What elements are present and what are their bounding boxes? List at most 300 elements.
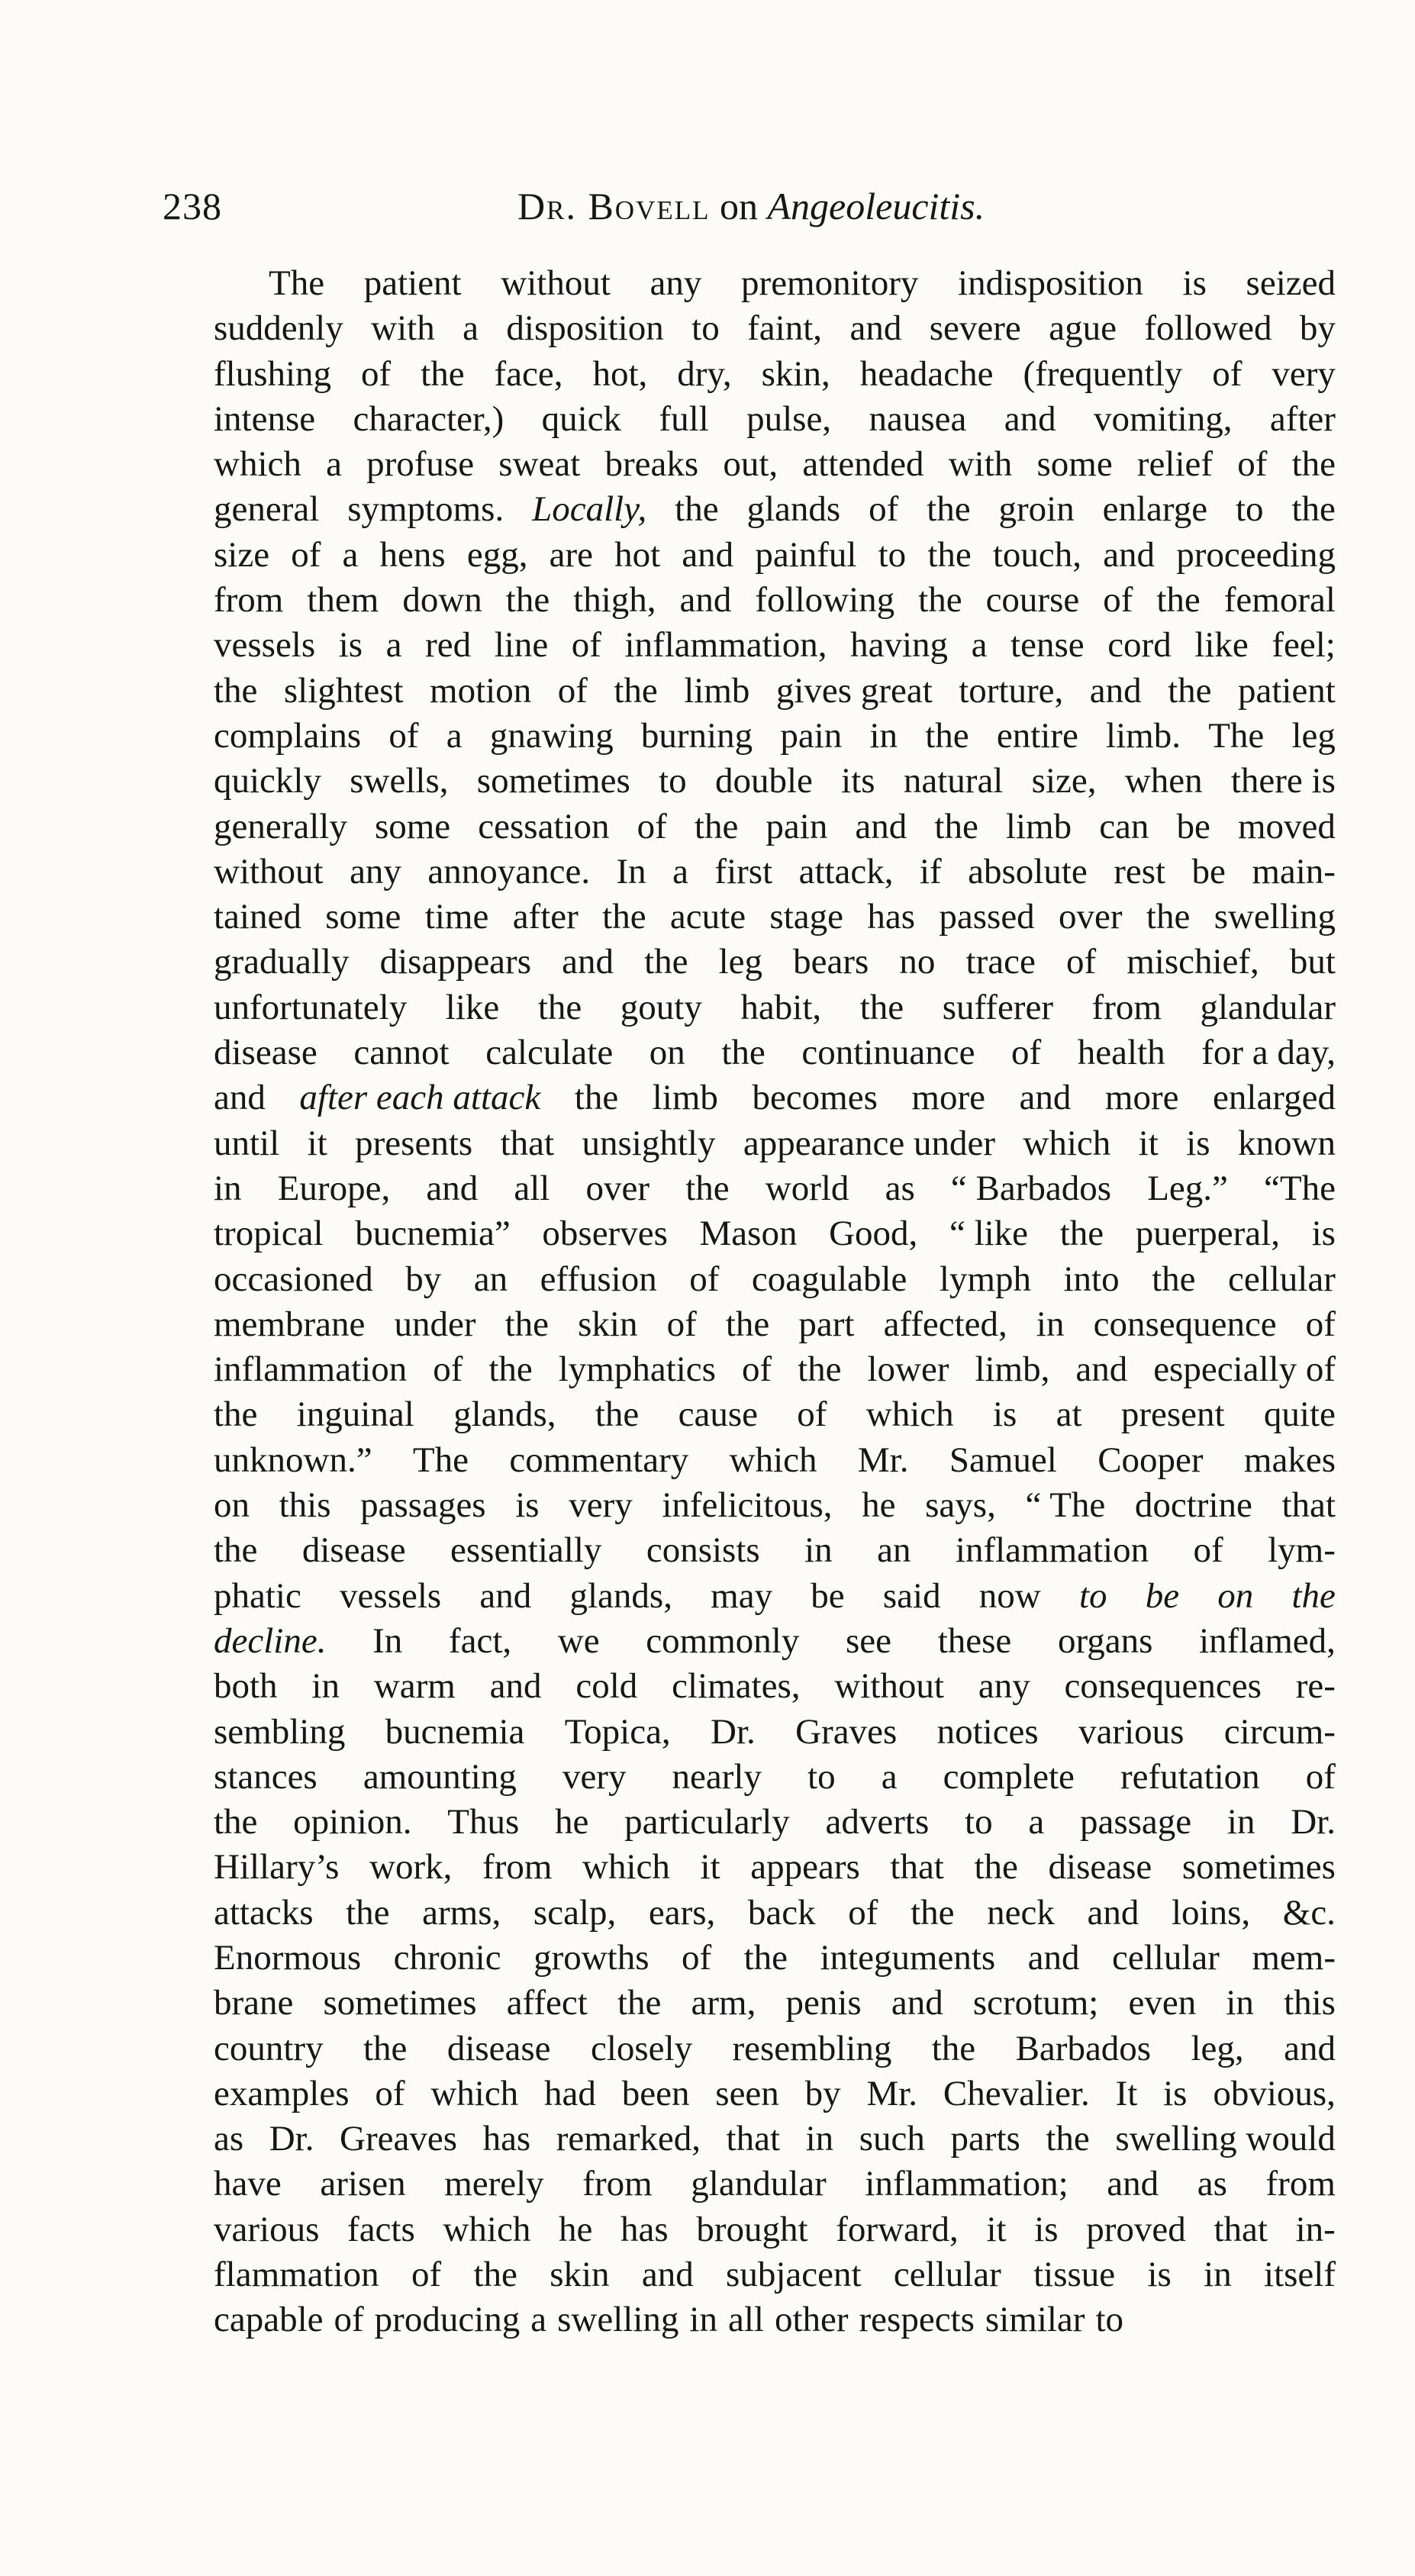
word: quickly <box>214 761 321 801</box>
word: of <box>666 1304 697 1344</box>
text-line <box>214 1030 1336 1075</box>
word: circum- <box>1223 1711 1336 1752</box>
word: passages <box>360 1485 486 1526</box>
word: acute <box>669 897 746 937</box>
word: present <box>1120 1394 1225 1435</box>
word: leg <box>1291 715 1336 756</box>
word: is <box>515 1485 540 1526</box>
word: as <box>885 1168 915 1208</box>
word: there is <box>1230 761 1336 801</box>
text-line <box>214 1755 1336 1800</box>
word: all <box>727 2300 764 2340</box>
word: attended <box>802 444 924 485</box>
word: the <box>1152 1259 1196 1299</box>
word: especially of <box>1153 1349 1336 1390</box>
word: which <box>1023 1123 1111 1163</box>
word: into <box>1063 1259 1120 1299</box>
word: absolute <box>968 851 1088 891</box>
word: in <box>804 1530 833 1571</box>
word: obvious, <box>1213 2073 1336 2113</box>
word: groin <box>998 489 1075 530</box>
word: hot <box>614 534 661 575</box>
word: the <box>1291 444 1336 485</box>
word: cold <box>575 1666 638 1707</box>
word: both <box>214 1666 278 1707</box>
word: sweat <box>498 444 581 485</box>
word: gnawing <box>489 715 614 756</box>
word: resembling <box>732 2028 892 2068</box>
word: Dr. <box>1291 1802 1336 1843</box>
word: pulse, <box>746 398 832 439</box>
word: egg, <box>466 534 528 575</box>
word: the <box>934 806 978 846</box>
word: the <box>798 1349 842 1390</box>
word: Thus <box>447 1802 520 1843</box>
word: stage <box>769 897 843 937</box>
word: painful <box>755 534 857 575</box>
word: the <box>617 1983 662 2023</box>
word: appears <box>750 1847 860 1888</box>
word: various <box>214 2209 320 2249</box>
word: capable <box>214 2300 324 2340</box>
word: cellular <box>893 2255 1001 2295</box>
word: in <box>1036 1304 1065 1344</box>
text-line <box>214 1121 1336 1166</box>
word: glandular <box>1200 987 1336 1027</box>
word: relief <box>1136 444 1214 485</box>
word: mischief, <box>1127 942 1259 982</box>
text-line <box>214 1166 1336 1211</box>
text-line <box>214 2026 1336 2071</box>
word: ears, <box>648 1892 716 1933</box>
word: the <box>346 1892 390 1933</box>
word: that <box>1214 2209 1268 2249</box>
word: in <box>805 2119 834 2159</box>
word: phatic <box>214 1575 301 1616</box>
word: and <box>1075 1349 1128 1390</box>
word: a <box>446 715 463 756</box>
word: he <box>555 1802 589 1843</box>
word: dry, <box>677 353 732 394</box>
word: pain <box>766 806 828 846</box>
word: profuse <box>366 444 475 485</box>
word: of <box>557 670 588 711</box>
word: which <box>214 444 301 485</box>
word: back <box>747 1892 816 1933</box>
word: and <box>679 580 732 621</box>
word: and <box>682 534 734 575</box>
word: this <box>1284 1983 1336 2023</box>
word: moved <box>1237 806 1336 846</box>
word: habit, <box>740 987 822 1027</box>
word: but <box>1289 942 1336 982</box>
text-line <box>214 2207 1336 2252</box>
word: consequences <box>1064 1666 1262 1707</box>
word: the <box>421 353 465 394</box>
word: mem- <box>1252 1937 1336 1978</box>
word: Samuel <box>949 1440 1057 1480</box>
word: face, <box>494 353 563 394</box>
word: “ like <box>949 1214 1029 1254</box>
word: even <box>1128 1983 1197 2023</box>
word: part <box>798 1304 855 1344</box>
word: is <box>992 1394 1017 1435</box>
word: passed <box>939 897 1035 937</box>
word: and <box>1103 534 1156 575</box>
word: brane <box>214 1983 294 2023</box>
word: swelling <box>557 2300 679 2340</box>
word: the <box>675 489 719 530</box>
word: climates, <box>672 1666 801 1707</box>
word: has <box>482 2119 531 2159</box>
word: disposition <box>506 308 664 349</box>
word: limb <box>684 670 750 711</box>
word: adverts <box>825 1802 930 1843</box>
word: on <box>214 1485 250 1526</box>
word: no <box>899 942 936 982</box>
text-line <box>214 442 1336 487</box>
word: it <box>1138 1123 1159 1163</box>
word: of <box>1011 1033 1042 1073</box>
word: severe <box>929 308 1021 349</box>
word: more <box>911 1078 985 1118</box>
word: Greaves <box>340 2119 457 2159</box>
word: torture, <box>959 670 1064 711</box>
word: full <box>659 398 709 439</box>
text-line <box>214 578 1336 623</box>
word: a <box>530 2300 547 2340</box>
word: brought <box>696 2209 808 2249</box>
word: commentary <box>509 1440 689 1480</box>
word: work, <box>369 1847 453 1888</box>
word: see <box>846 1620 892 1661</box>
word: sembling <box>214 1711 346 1752</box>
running-title-joiner: on <box>720 185 758 227</box>
word: the <box>911 1892 955 1933</box>
word: all <box>514 1168 550 1208</box>
word: of <box>741 1349 772 1390</box>
word: double <box>714 761 813 801</box>
word: thigh, <box>573 580 656 621</box>
word: consequence <box>1093 1304 1277 1344</box>
word: seen <box>715 2073 779 2113</box>
word: and <box>849 308 902 349</box>
word: the <box>918 580 962 621</box>
word: is <box>1147 2255 1172 2295</box>
word: disease <box>446 2028 551 2068</box>
word: The <box>1208 715 1265 756</box>
word: unknown.” <box>214 1440 372 1480</box>
word: a <box>385 625 402 666</box>
word: and <box>1027 1937 1080 1978</box>
word: becomes <box>752 1078 878 1118</box>
word: closely <box>590 2028 693 2068</box>
word: a <box>463 308 479 349</box>
text-line <box>214 306 1336 351</box>
word: leg <box>718 942 763 982</box>
text-line <box>214 2071 1336 2117</box>
word: these <box>937 1620 1012 1661</box>
word: followed <box>1144 308 1272 349</box>
word: them <box>307 580 379 621</box>
word: be <box>1176 806 1210 846</box>
word: glands, <box>569 1575 672 1616</box>
word: an <box>473 1259 508 1299</box>
word: subjacent <box>726 2255 862 2295</box>
word: of <box>869 489 899 530</box>
text-line <box>214 1392 1336 1437</box>
text-line <box>214 1891 1336 1936</box>
word: very <box>569 1485 633 1526</box>
word: and <box>489 1666 542 1707</box>
word: burning <box>640 715 753 756</box>
word: flushing <box>214 353 332 394</box>
word: it <box>700 1847 720 1888</box>
word: which <box>443 2209 531 2249</box>
word: have <box>214 2164 282 2204</box>
text-line <box>214 1936 1336 1981</box>
word: down <box>402 580 482 621</box>
word: the <box>927 534 972 575</box>
word: presents <box>355 1123 473 1163</box>
word: breaks <box>604 444 699 485</box>
word: under <box>394 1304 476 1344</box>
word: an <box>877 1530 911 1571</box>
word: of <box>1237 444 1268 485</box>
word: Topica, <box>564 1711 671 1752</box>
word: of <box>433 1349 463 1390</box>
word: the <box>505 580 550 621</box>
text-line <box>214 2252 1336 2297</box>
word: without <box>834 1666 944 1707</box>
word: producing <box>374 2300 521 2340</box>
word: a <box>342 534 359 575</box>
word: infelicitous, <box>662 1485 833 1526</box>
word: at <box>1056 1394 1082 1435</box>
word: cord <box>1107 625 1172 666</box>
word: by <box>405 1259 442 1299</box>
word: to <box>1236 489 1264 530</box>
word: Mason <box>699 1214 798 1254</box>
word: decline. <box>214 1620 327 1661</box>
word: essentially <box>450 1530 602 1571</box>
word: entire <box>996 715 1078 756</box>
word: first <box>714 851 773 891</box>
word: has <box>867 897 916 937</box>
word: health <box>1077 1033 1165 1073</box>
text-line <box>214 1347 1336 1392</box>
word: without <box>214 851 324 891</box>
word: and <box>1284 2028 1336 2068</box>
word: glands, <box>453 1394 556 1435</box>
word: of <box>1103 580 1133 621</box>
word: are <box>549 534 593 575</box>
word: premonitory <box>741 263 919 303</box>
word: of <box>291 534 321 575</box>
word: symptoms. <box>347 489 504 530</box>
word: the <box>214 1802 258 1843</box>
text-line <box>214 1257 1336 1302</box>
word: size, <box>1031 761 1097 801</box>
word: main- <box>1252 851 1336 891</box>
word: quick <box>541 398 622 439</box>
word: penis <box>785 1983 862 2023</box>
word: and <box>562 942 614 982</box>
word: seized <box>1246 263 1336 303</box>
word: and <box>1107 2164 1159 2204</box>
word: skin <box>550 2255 610 2295</box>
word: Good, <box>829 1214 918 1254</box>
word: from <box>1265 2164 1336 2204</box>
word: to <box>1078 1575 1107 1616</box>
word: ague <box>1049 308 1117 349</box>
word: sometimes <box>1181 1847 1336 1888</box>
word: on <box>649 1033 685 1073</box>
word: by <box>1299 308 1336 349</box>
word: scalp, <box>533 1892 617 1933</box>
word: he <box>862 1485 896 1526</box>
word: swells, <box>350 761 449 801</box>
word: the <box>602 897 646 937</box>
word: and <box>855 806 907 846</box>
word: and <box>641 2255 694 2295</box>
word: glandular <box>691 2164 827 2204</box>
word: to <box>878 534 907 575</box>
word: inflammation <box>955 1530 1149 1571</box>
word: patient <box>363 263 462 303</box>
word: gradually <box>214 942 350 982</box>
word: respects <box>859 2300 975 2340</box>
word: as <box>1197 2164 1227 2204</box>
word: amounting <box>363 1756 517 1797</box>
word: be <box>811 1575 845 1616</box>
word: limb <box>1005 806 1072 846</box>
word: the <box>1146 897 1191 937</box>
word: annoyance. <box>427 851 591 891</box>
word: disappears <box>379 942 531 982</box>
word: proved <box>1086 2209 1186 2249</box>
word: disease <box>1048 1847 1152 1888</box>
word: lymph <box>939 1259 1031 1299</box>
word: the <box>1168 670 1212 711</box>
word: gouty <box>620 987 702 1027</box>
word: it <box>307 1123 327 1163</box>
word: that <box>726 2119 781 2159</box>
word: and <box>1004 398 1056 439</box>
word: membrane <box>214 1304 366 1344</box>
word: and <box>1019 1078 1072 1118</box>
word: the <box>1046 2119 1090 2159</box>
word: we <box>557 1620 600 1661</box>
running-title-subject: Angeoleucitis. <box>767 185 985 227</box>
word: some <box>1036 444 1113 485</box>
word: the <box>927 489 971 530</box>
word: cellular <box>1111 1937 1220 1978</box>
page-number: 238 <box>163 185 222 227</box>
word: neck <box>987 1892 1055 1933</box>
word: It <box>1115 2073 1138 2113</box>
word: in- <box>1295 2209 1336 2249</box>
word: Leg.” <box>1147 1168 1228 1208</box>
word: of <box>571 625 601 666</box>
word: be <box>1145 1575 1180 1616</box>
text-line <box>214 1528 1336 1573</box>
word: can <box>1099 806 1149 846</box>
word: quite <box>1263 1394 1336 1435</box>
word: lymphatics <box>558 1349 716 1390</box>
word: of <box>637 806 667 846</box>
word: bears <box>793 942 869 982</box>
word: when <box>1124 761 1203 801</box>
word: with <box>371 308 435 349</box>
word: of <box>375 2073 405 2113</box>
word: sometimes <box>323 1983 477 2023</box>
word: hot, <box>592 353 648 394</box>
word: as <box>214 2119 244 2159</box>
word: is <box>338 625 363 666</box>
word: the <box>1291 1575 1336 1616</box>
text-line <box>214 895 1336 940</box>
word: following <box>755 580 895 621</box>
word: and <box>426 1168 479 1208</box>
text-line <box>214 940 1336 985</box>
word: itself <box>1264 2255 1336 2295</box>
text-line <box>214 2297 1336 2342</box>
text-line <box>214 623 1336 668</box>
word: which <box>582 1847 670 1888</box>
word: like <box>1194 625 1249 666</box>
word: unsightly <box>582 1123 716 1163</box>
word: is <box>1186 1123 1210 1163</box>
word: proceeding <box>1176 534 1336 575</box>
text-line <box>214 1619 1336 1664</box>
word: warm <box>373 1666 456 1707</box>
word: has <box>620 2209 669 2249</box>
word: a <box>326 444 342 485</box>
word: the <box>614 670 658 711</box>
word: refutation <box>1120 1756 1260 1797</box>
word: puerperal, <box>1135 1214 1280 1254</box>
word: the <box>644 942 688 982</box>
word: line <box>494 625 549 666</box>
word: is <box>1034 2209 1059 2249</box>
word: doctrine <box>1134 1485 1252 1526</box>
word: The <box>412 1440 469 1480</box>
word: loins, <box>1171 1892 1251 1933</box>
word: been <box>621 2073 690 2113</box>
word: Mr. <box>866 2073 918 2113</box>
word: world <box>765 1168 849 1208</box>
word: to <box>1095 2300 1124 2340</box>
word: suddenly <box>214 308 343 349</box>
word: a <box>881 1756 898 1797</box>
word: Barbados <box>1015 2028 1152 2068</box>
word: had <box>544 2073 596 2113</box>
word: femoral <box>1223 580 1336 621</box>
word: of <box>1212 353 1243 394</box>
word: it <box>986 2209 1007 2249</box>
text-line <box>214 1438 1336 1483</box>
word: very <box>562 1756 627 1797</box>
word: stances <box>214 1756 317 1797</box>
word: of <box>1305 1756 1336 1797</box>
word: the <box>925 715 969 756</box>
word: the <box>974 1847 1018 1888</box>
word: any <box>649 263 702 303</box>
word: particularly <box>624 1802 790 1843</box>
word: (frequently <box>1023 353 1183 394</box>
word: enlarged <box>1213 1078 1336 1118</box>
